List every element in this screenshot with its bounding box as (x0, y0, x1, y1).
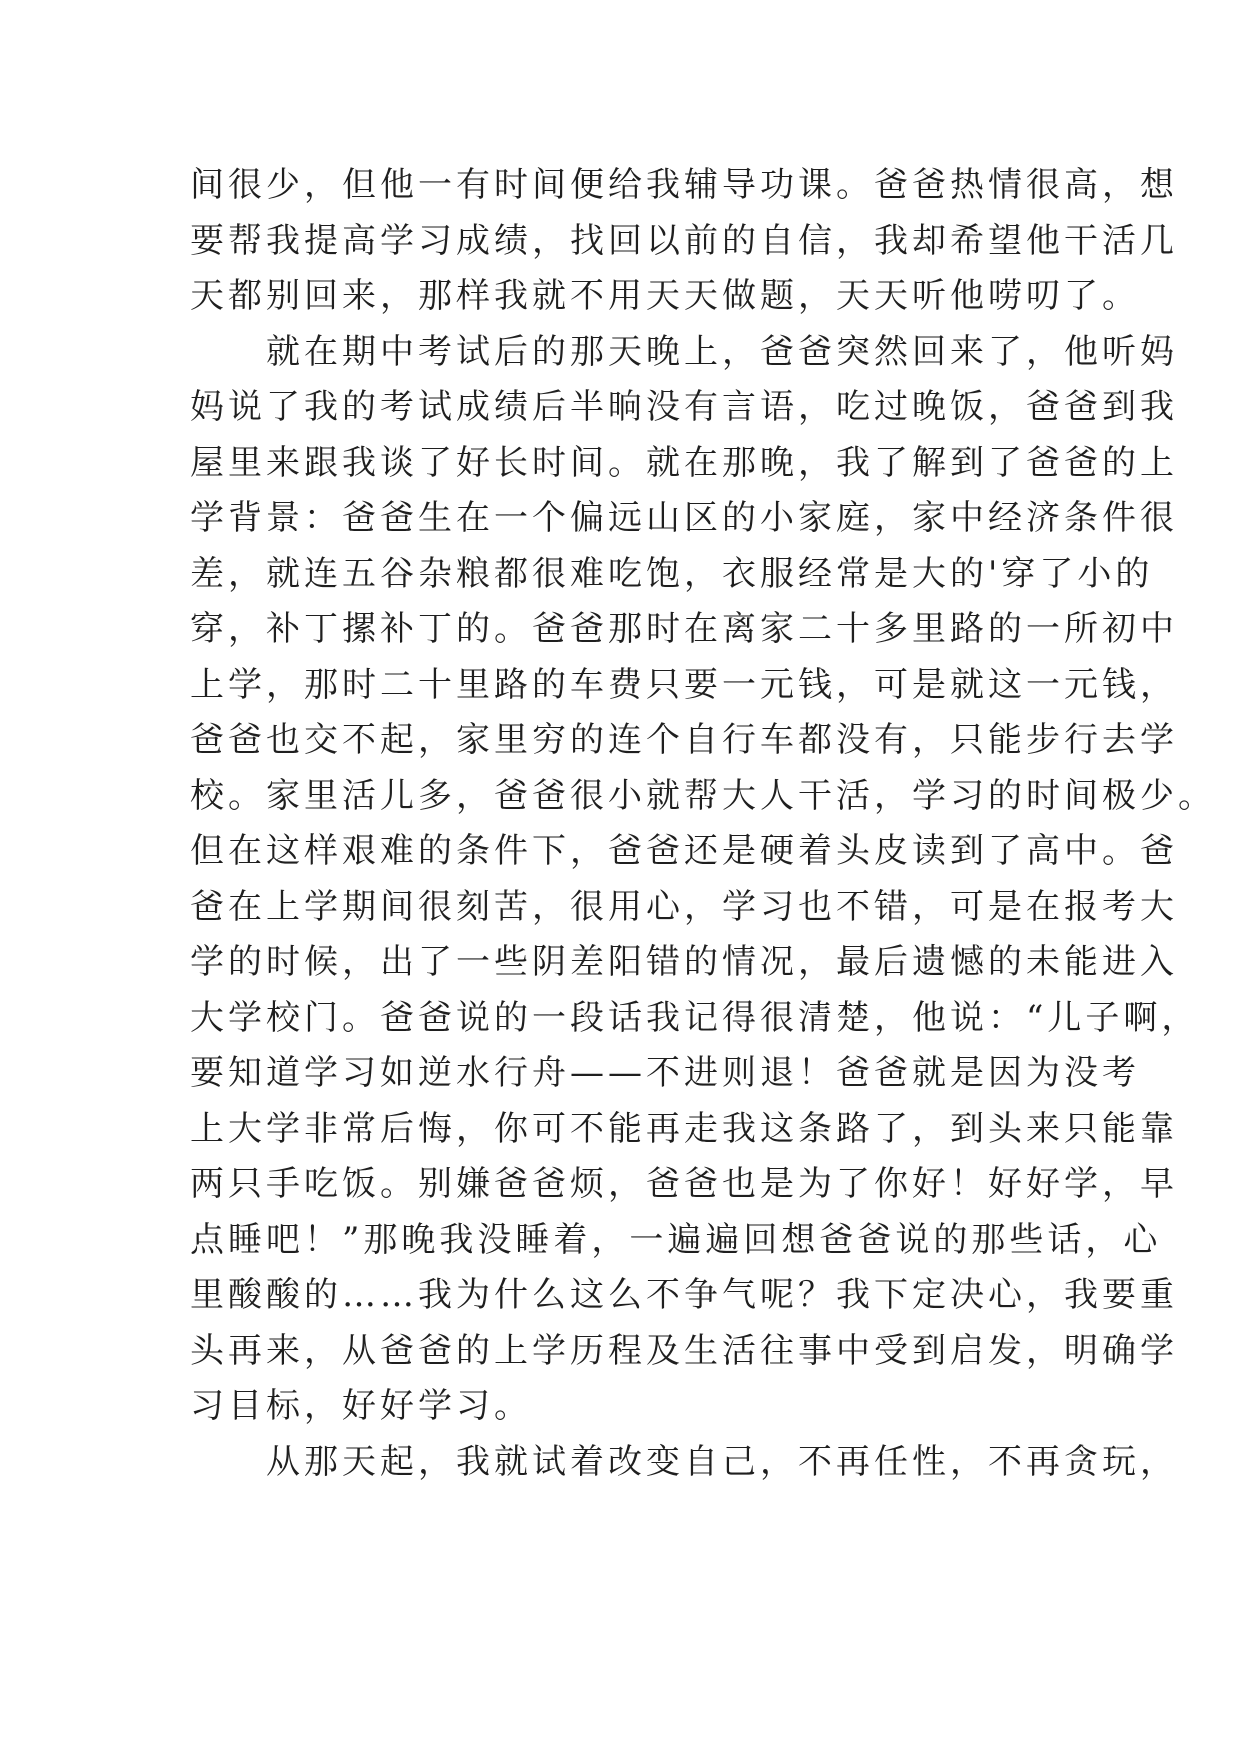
text-line: 爸爸也交不起，家里穷的连个自行车都没有，只能步行去学 (190, 720, 1178, 760)
text-line: 间很少，但他一有时间便给我辅导功课。爸爸热情很高，想 (190, 165, 1178, 205)
text-line: 大学校门。爸爸说的一段话我记得很清楚，他说：“儿子啊， (190, 997, 1200, 1038)
text-line: 差，就连五谷杂粮都很难吃饱，衣服经常是大的'穿了小的 (190, 553, 1154, 594)
text-line: 要帮我提高学习成绩，找回以前的自信，我却希望他干活几 (190, 220, 1178, 261)
text-line: 点睡吧！”那晚我没睡着，一遍遍回想爸爸说的那些话，心 (190, 1219, 1162, 1260)
text-line: 上大学非常后悔，你可不能再走我这条路了，到头来只能靠 (190, 1108, 1178, 1149)
text-line: 穿，补丁摞补丁的。爸爸那时在离家二十多里路的一所初中 (190, 609, 1178, 649)
text-line: 但在这样艰难的条件下，爸爸还是硬着头皮读到了高中。爸 (190, 831, 1178, 871)
text-line: 屋里来跟我谈了好长时间。就在那晚，我了解到了爸爸的上 (190, 442, 1178, 483)
text-line: 校。家里活儿多，爸爸很小就帮大人干活，学习的时间极少。 (190, 775, 1216, 816)
paragraph-start-line: 从那天起，我就试着改变自己，不再任性，不再贪玩， (266, 1441, 1178, 1482)
text-line: 头再来，从爸爸的上学历程及生活往事中受到启发，明确学 (190, 1330, 1178, 1371)
text-line: 两只手吃饭。别嫌爸爸烦，爸爸也是为了你好！好好学，早 (190, 1164, 1178, 1204)
text-line: 妈说了我的考试成绩后半晌没有言语，吃过晚饭，爸爸到我 (190, 387, 1178, 427)
text-line: 里酸酸的……我为什么这么不争气呢？我下定决心，我要重 (190, 1275, 1178, 1315)
text-line: 习目标，好好学习。 (190, 1386, 532, 1426)
text-line: 上学，那时二十里路的车费只要一元钱，可是就这一元钱， (190, 664, 1178, 705)
text-line: 爸在上学期间很刻苦，很用心，学习也不错，可是在报考大 (190, 886, 1178, 927)
text-line: 天都别回来，那样我就不用天天做题，天天听他唠叨了。 (190, 276, 1140, 316)
text-line: 要知道学习如逆水行舟——不进则退！爸爸就是因为没考 (190, 1053, 1140, 1093)
text-line: 学背景：爸爸生在一个偏远山区的小家庭，家中经济条件很 (190, 498, 1178, 538)
body-text (190, 158, 1216, 1490)
text-line: 学的时候，出了一些阴差阳错的情况，最后遗憾的未能进入 (190, 942, 1178, 982)
paragraph-start-line: 就在期中考试后的那天晚上，爸爸突然回来了，他听妈 (266, 331, 1178, 372)
